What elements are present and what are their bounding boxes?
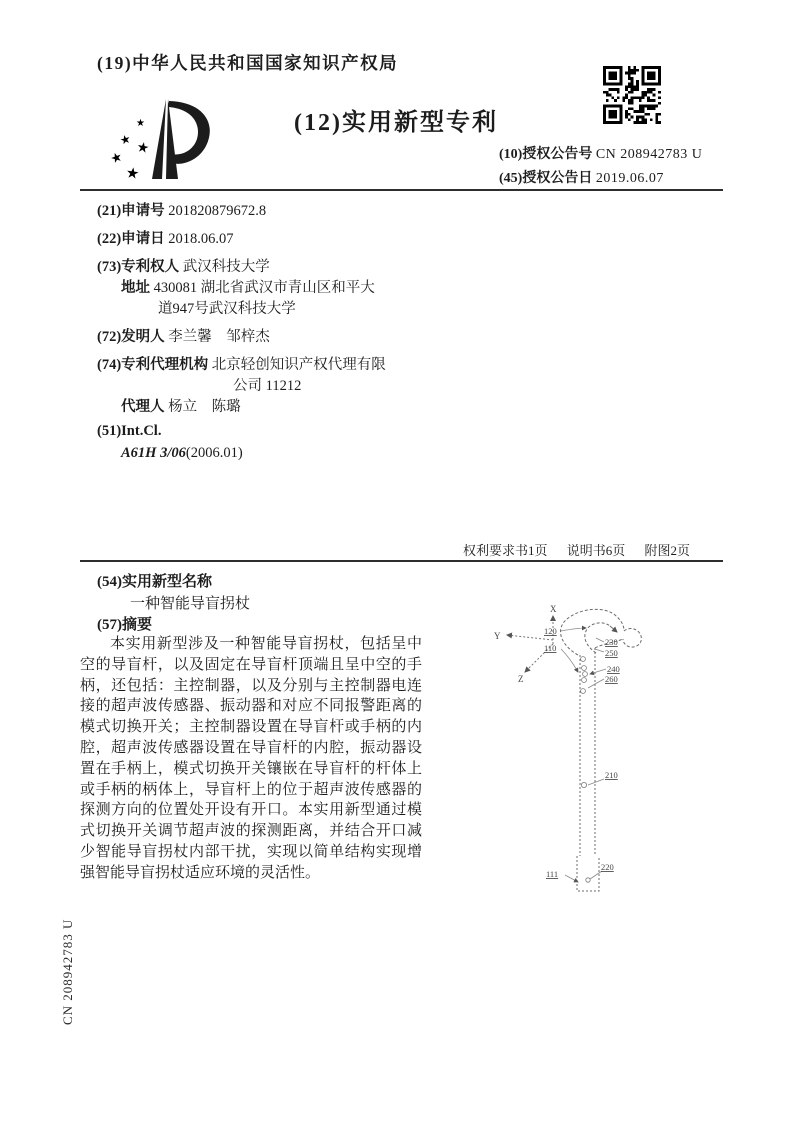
field-ipc-code	[121, 445, 243, 462]
field-value: 道947号武汉科技大学	[158, 301, 296, 317]
field-agency	[97, 353, 386, 374]
body-divider-rule	[80, 560, 723, 562]
field-value: 430081 湖北省武汉市青山区和平大	[153, 280, 375, 296]
field-label: (74)专利代理机构	[97, 357, 209, 373]
field-label: (22)申请日	[97, 231, 165, 247]
figure-reference-numerals	[544, 626, 620, 879]
ref-111: 111	[546, 869, 559, 879]
ref-230: 230	[605, 637, 618, 647]
logo-star: ★	[135, 140, 151, 158]
page-counts-line	[380, 540, 690, 559]
field-label: (73)专利权人	[97, 259, 180, 275]
ref-110: 110	[544, 643, 557, 653]
logo-tower-right	[166, 99, 178, 179]
field-value: 武汉科技大学	[182, 259, 270, 275]
field-label: 地址	[121, 280, 150, 296]
invention-name-label: (54)实用新型名称	[97, 574, 212, 590]
cnipa-logo-icon	[106, 92, 234, 186]
field-label: (72)发明人	[97, 329, 165, 345]
field-label: 代理人	[121, 399, 165, 415]
qr-code-grid	[603, 66, 661, 124]
vertical-publication-number: CN 208942783 U	[60, 918, 75, 1025]
field-agent	[121, 395, 241, 416]
axis-y-label: Y	[494, 631, 501, 641]
field-address-wrap	[158, 297, 296, 318]
drawings-pages: 附图2页	[644, 543, 690, 558]
field-value: 2018.06.07	[168, 231, 234, 247]
ref-210: 210	[605, 770, 618, 780]
document-type-title: (12)实用新型专利	[294, 110, 498, 136]
ref-220: 220	[601, 862, 614, 872]
logo-star: ★	[124, 165, 141, 183]
pub-no-value: CN 208942783 U	[595, 147, 703, 162]
ipc-class-version: (2006.01)	[185, 445, 243, 461]
mode-switch-buttons	[581, 657, 591, 883]
field-value: 李兰馨 邹梓杰	[168, 329, 270, 345]
pub-date-label: (45)授权公告日	[499, 171, 593, 186]
logo-tower-left	[152, 99, 166, 179]
field-address	[121, 276, 375, 297]
abstract-text: 本实用新型涉及一种智能导盲拐杖，包括呈中空的导盲杆，以及固定在导盲杆顶端且呈中空的手柄，还包括：主控制器，以及分别与主控制器电连接的超声波传感器、振动器和对应不同报警距离的模式切换开关；主控制器设置在导盲杆或手柄的内腔，超声波传感器设置在导盲杆的内腔，振动器设置在手柄上，模式切换开关镶嵌在导盲杆的杆体上或手柄的柄体上，导盲杆上的位于超声波传感器的探测方向的位置处开设有开口。本实用新型通过模式切换开关调节超声波的探测距离，并结合开口减少智能导盲拐杖内部干扰，实现以简单结构实现增强智能导盲拐杖适应环境的灵活性。	[80, 636, 422, 881]
ref-260: 260	[605, 674, 618, 684]
field-label: (21)申请号	[97, 203, 165, 219]
field-agency-wrap	[233, 374, 301, 395]
logo-star: ★	[108, 148, 125, 167]
abstract-label: (57)摘要	[97, 617, 152, 633]
field-value: 杨立 陈璐	[168, 399, 241, 415]
logo-star: ★	[118, 131, 133, 148]
field-application-date	[97, 227, 234, 248]
claims-pages: 权利要求书1页	[462, 543, 548, 558]
pub-date-value: 2019.06.07	[595, 171, 664, 186]
pub-no-label: (10)授权公告号	[499, 147, 593, 162]
field-value: 北京轻创知识产权代理有限	[211, 357, 386, 373]
field-value: 201820879672.8	[168, 203, 267, 219]
field-patentee	[97, 255, 270, 276]
field-application-number	[97, 199, 266, 220]
publication-number-line	[499, 143, 702, 163]
axis-x-label: X	[550, 604, 557, 614]
field-value: 公司 11212	[233, 378, 302, 394]
ref-120: 120	[544, 626, 557, 636]
ipc-class-code: A61H 3/06	[121, 445, 186, 461]
abstract-figure	[480, 598, 720, 910]
field-int-cl	[97, 423, 161, 440]
axis-z-label: Z	[518, 674, 524, 684]
field-label: (51)Int.Cl.	[97, 423, 162, 439]
invention-title: 一种智能导盲拐杖	[130, 596, 251, 612]
qr-code-icon	[603, 66, 661, 124]
field-inventors	[97, 325, 270, 346]
figure-leader-lines	[561, 628, 606, 882]
logo-star: ★	[136, 118, 145, 129]
cane-shaft-outline	[577, 648, 599, 891]
cane-handle-outline	[561, 609, 642, 655]
description-pages: 说明书6页	[566, 543, 626, 558]
issuing-office-line: (19)中华人民共和国国家知识产权局	[97, 53, 399, 73]
ref-240: 240	[607, 664, 620, 674]
publication-date-line	[499, 167, 664, 187]
header-divider-rule	[80, 189, 723, 191]
ref-250: 250	[605, 648, 618, 658]
